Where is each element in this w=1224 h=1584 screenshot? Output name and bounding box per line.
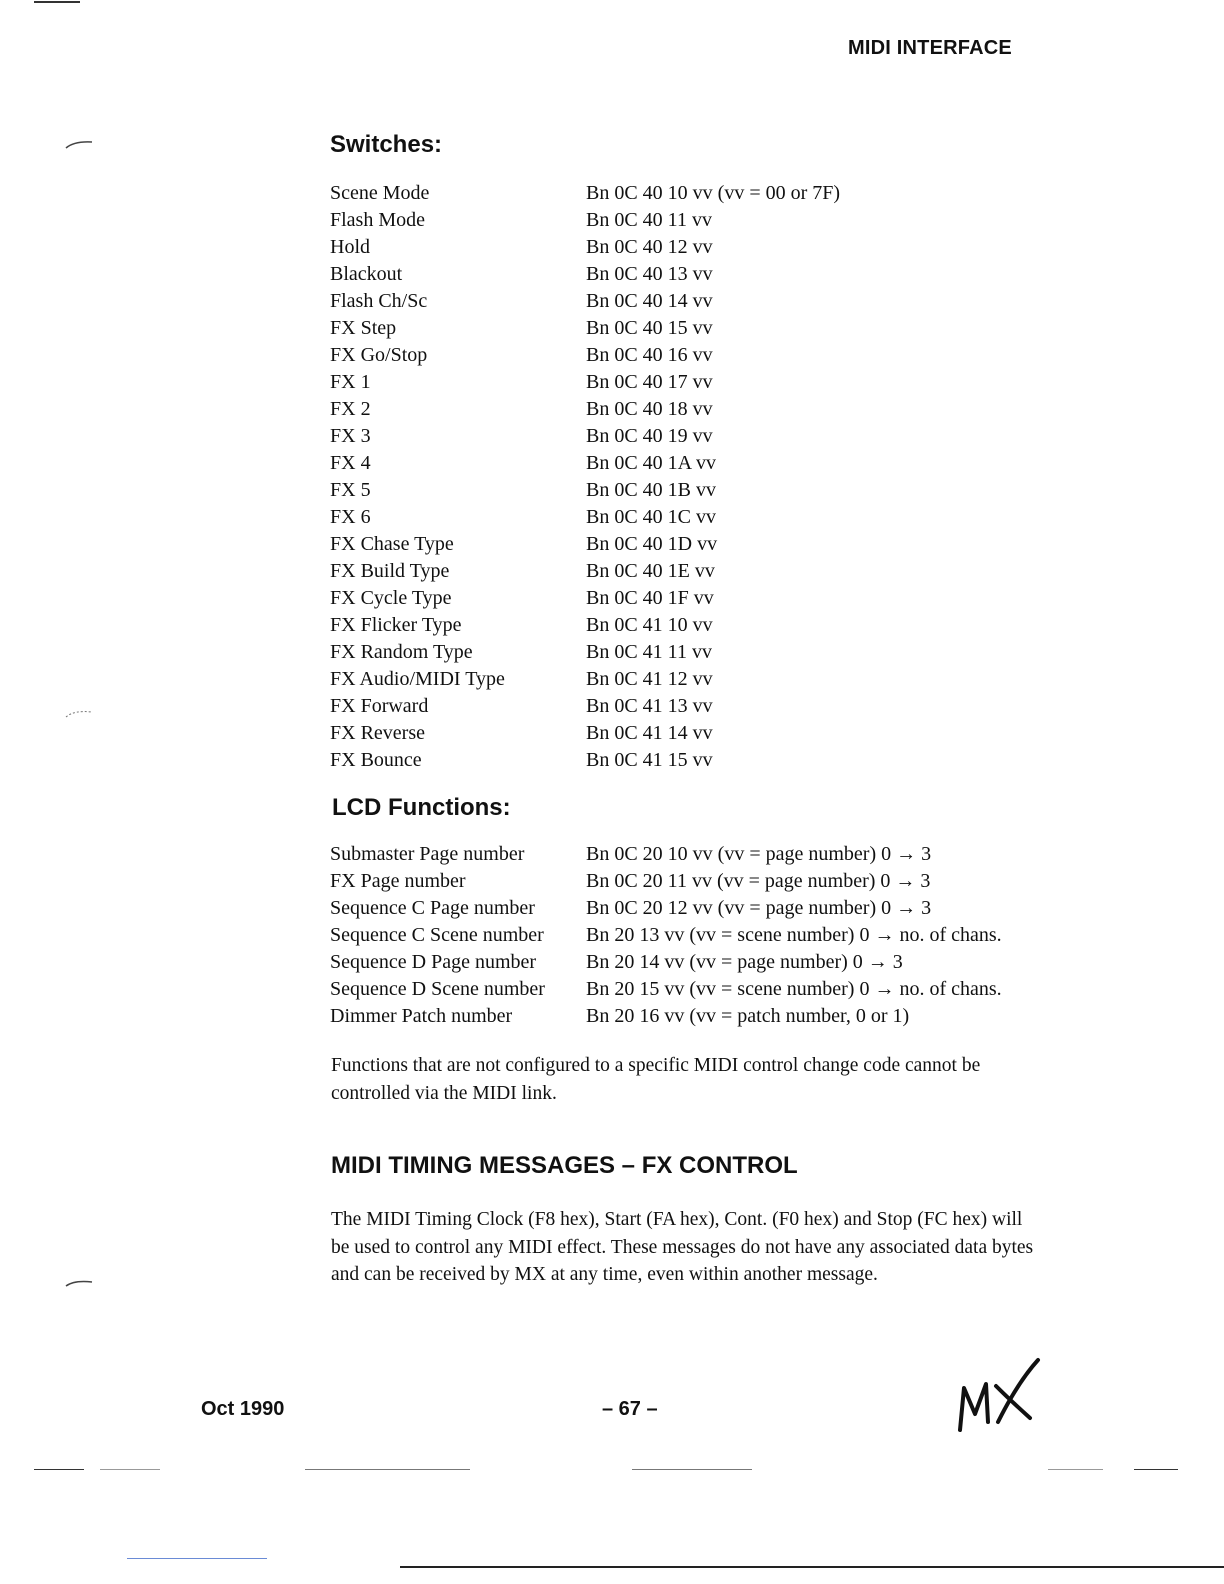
row-code: Bn 0C 40 10 vv (vv = 00 or 7F) — [586, 182, 841, 204]
row-code: Bn 0C 40 16 vv — [586, 344, 713, 366]
footer-date: Oct 1990 — [201, 1398, 285, 1420]
row-code: Bn 0C 20 10 vv (vv = page number) 0 → 3 — [586, 843, 932, 865]
midi-timing-body: The MIDI Timing Clock (F8 hex), Start (FA hex), Cont. (F0 hex) and Stop (FC hex) will be used to control any MIDI effect. These messages do not have any associated data bytes and can be received by MX at any time, even within another message. — [331, 1209, 1034, 1285]
lcd-functions-heading: LCD Functions: — [332, 794, 511, 821]
row-name: FX 5 — [330, 479, 371, 501]
row-name: FX Page number — [330, 870, 466, 892]
row-name: FX 1 — [330, 371, 371, 393]
row-code: Bn 0C 41 12 vv — [586, 668, 713, 690]
row-code: Bn 0C 40 1B vv — [586, 479, 717, 501]
row-code: Bn 0C 20 12 vv (vv = page number) 0 → 3 — [586, 897, 932, 919]
scan-rule — [1134, 1469, 1178, 1470]
row-name: FX 3 — [330, 425, 371, 447]
row-name: FX 6 — [330, 506, 371, 528]
row-code: Bn 0C 40 1D vv — [586, 533, 718, 555]
row-code: Bn 0C 40 13 vv — [586, 263, 713, 285]
midi-timing-heading: MIDI TIMING MESSAGES – FX CONTROL — [331, 1152, 798, 1179]
row-code: Bn 0C 20 11 vv (vv = page number) 0 → 3 — [586, 870, 931, 892]
page-number: – 67 – — [602, 1398, 658, 1420]
unconfigured-functions-note: Functions that are not configured to a specific MIDI control change code cannot be controlled via the MIDI link. — [331, 1055, 981, 1104]
row-name: Sequence D Scene number — [330, 978, 545, 1000]
row-name: FX Build Type — [330, 560, 450, 582]
row-name: FX Reverse — [330, 722, 425, 744]
row-code: Bn 0C 40 1A vv — [586, 452, 717, 474]
row-code: Bn 20 14 vv (vv = page number) 0 → 3 — [586, 951, 903, 973]
row-name: FX 2 — [330, 398, 371, 420]
row-name: Flash Ch/Sc — [330, 290, 428, 312]
scan-rule — [127, 1558, 267, 1559]
row-code: Bn 0C 41 10 vv — [586, 614, 713, 636]
row-code: Bn 0C 40 1C vv — [586, 506, 717, 528]
row-name: FX Chase Type — [330, 533, 454, 555]
row-name: FX Flicker Type — [330, 614, 462, 636]
row-code: Bn 0C 40 17 vv — [586, 371, 713, 393]
row-code: Bn 0C 40 18 vv — [586, 398, 713, 420]
row-name: Blackout — [330, 263, 403, 285]
scan-mark-top-left — [34, 0, 84, 6]
row-code: Bn 0C 41 15 vv — [586, 749, 713, 771]
row-name: Scene Mode — [330, 182, 430, 204]
row-name: Sequence C Page number — [330, 897, 535, 919]
row-name: FX Cycle Type — [330, 587, 452, 609]
row-code: Bn 0C 40 15 vv — [586, 317, 713, 339]
row-name: FX Audio/MIDI Type — [330, 668, 505, 690]
row-name: Flash Mode — [330, 209, 425, 231]
row-code: Bn 0C 40 14 vv — [586, 290, 713, 312]
row-name: Submaster Page number — [330, 843, 525, 865]
row-name: FX Bounce — [330, 749, 422, 771]
row-code: Bn 0C 40 1E vv — [586, 560, 715, 582]
row-name: FX Random Type — [330, 641, 473, 663]
row-name: Hold — [330, 236, 370, 258]
mx-signature-logo — [948, 1352, 1048, 1442]
row-code: Bn 0C 40 19 vv — [586, 425, 713, 447]
row-name: Sequence C Scene number — [330, 924, 544, 946]
scan-rule — [100, 1469, 160, 1470]
scan-mark-left-3 — [64, 1276, 94, 1290]
row-name: Sequence D Page number — [330, 951, 537, 973]
row-name: FX Forward — [330, 695, 429, 717]
row-name: Dimmer Patch number — [330, 1005, 513, 1027]
row-code: Bn 0C 40 12 vv — [586, 236, 713, 258]
row-name: FX 4 — [330, 452, 371, 474]
row-code: Bn 0C 41 11 vv — [586, 641, 712, 663]
row-code: Bn 0C 41 13 vv — [586, 695, 713, 717]
row-name: FX Go/Stop — [330, 344, 428, 366]
scan-mark-left-1 — [64, 138, 94, 152]
row-code: Bn 0C 40 1F vv — [586, 587, 714, 609]
row-code: Bn 20 15 vv (vv = scene number) 0 → no. of chans. — [586, 978, 1002, 1000]
scan-mark-left-2 — [64, 706, 94, 720]
row-code: Bn 20 13 vv (vv = scene number) 0 → no. of chans. — [586, 924, 1002, 946]
row-code: Bn 0C 40 11 vv — [586, 209, 712, 231]
row-code: Bn 20 16 vv (vv = patch number, 0 or 1) — [586, 1005, 910, 1027]
scan-rule — [400, 1566, 1224, 1568]
row-code: Bn 0C 41 14 vv — [586, 722, 713, 744]
scan-rule — [34, 1469, 84, 1470]
scan-rule — [1048, 1469, 1103, 1470]
scan-rule — [632, 1469, 752, 1470]
switches-heading: Switches: — [330, 131, 443, 158]
running-header: MIDI INTERFACE — [848, 37, 1012, 59]
row-name: FX Step — [330, 317, 397, 339]
scan-rule — [305, 1469, 470, 1470]
